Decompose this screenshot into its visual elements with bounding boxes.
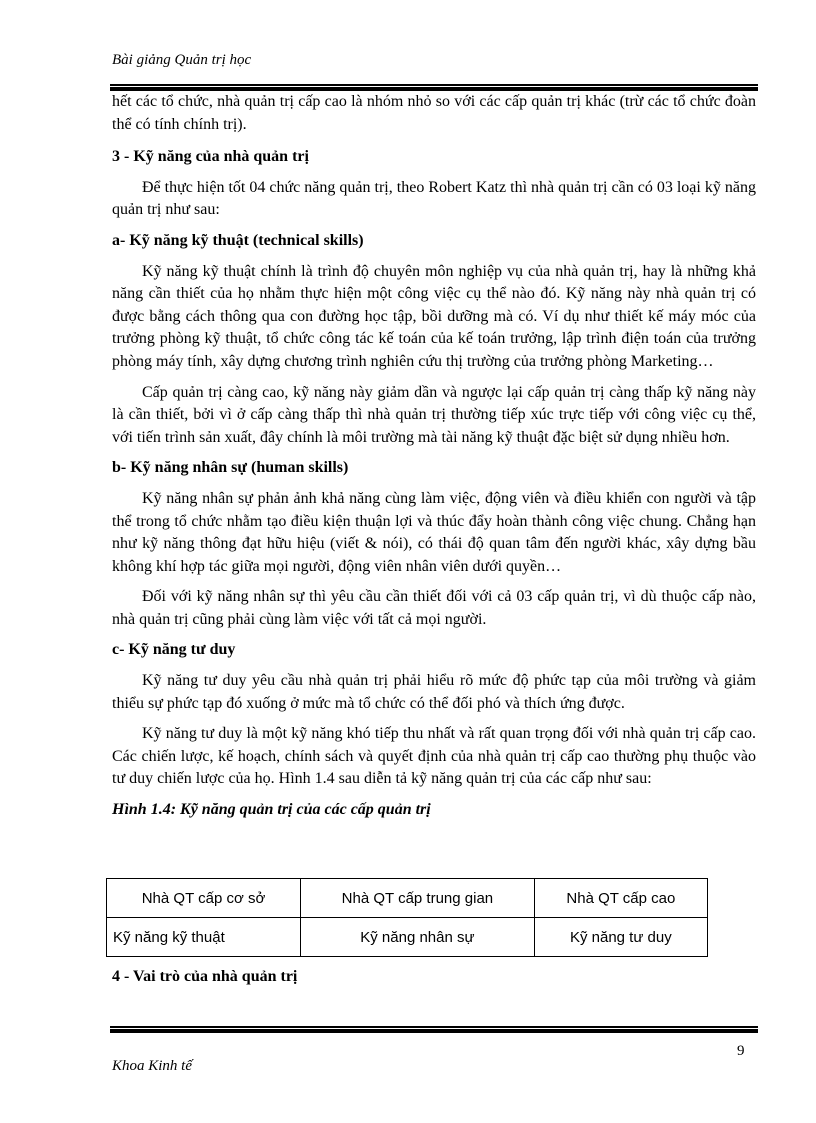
subsection-b-paragraph-1: Kỹ năng nhân sự phản ảnh khả năng cùng làm việc, động viên và điều khiển con người và tập thể trong tổ chức nhằm tạo điều kiện thuận lợi và thúc đẩy hoàn thành công việc chung. Chẳng hạn như kỹ năng thông đạt hữu hiệu (viết & nói), có thái độ quan tâm đến người khác, xây dựng bầu không khí hợp tác giữa mọi người, động viên nhân viên dưới quyền… [112, 489, 756, 575]
page-body [112, 91, 756, 822]
table-header-row [107, 879, 708, 918]
skills-table [106, 878, 708, 957]
table-cell: Nhà QT cấp cao [534, 879, 707, 918]
figure-caption: Hình 1.4: Kỹ năng quản trị của các cấp quản trị [112, 801, 431, 819]
subsection-b-heading: b- Kỹ năng nhân sự (human skills) [112, 459, 349, 477]
subsection-a-paragraph-1: Kỹ năng kỹ thuật chính là trình độ chuyên môn nghiệp vụ của nhà quản trị, hay là những khả năng cần thiết của họ nhằm thực hiện một công việc cụ thể nào đó. Kỹ năng này nhà quản trị có được bằng cách thông qua con đường học tập, bồi dưỡng mà có. Ví dụ như thiết kế máy móc của trưởng phòng kỹ thuật, tổ chức công tác kế toán của kế toán trưởng, lập trình điện toán của trưởng phòng máy tính, xây dựng chương trình nghiên cứu thị trường của trưởng phòng Marketing… [112, 262, 756, 370]
table-cell: Nhà QT cấp cơ sở [107, 879, 301, 918]
intro-continuation: hết các tổ chức, nhà quản trị cấp cao là nhóm nhỏ so với các cấp quản trị khác (trừ các tổ chức đoàn thể có tính chính trị). [112, 93, 756, 133]
section3-intro: Để thực hiện tốt 04 chức năng quản trị, theo Robert Katz thì nhà quản trị cần có 03 loại kỹ năng quản trị như sau: [112, 178, 756, 219]
section3-heading: 3 - Kỹ năng của nhà quản trị [112, 148, 309, 166]
subsection-c-heading: c- Kỹ năng tư duy [112, 641, 236, 659]
table-cell: Kỹ năng tư duy [534, 918, 707, 957]
table-cell: Kỹ năng kỹ thuật [107, 918, 301, 957]
table-row [107, 918, 708, 957]
subsection-c-paragraph-1: Kỹ năng tư duy yêu cầu nhà quản trị phải hiểu rõ mức độ phức tạp của môi trường và giảm thiểu sự phức tạp đó xuống ở mức mà tổ chức có thể đối phó và thích ứng được. [112, 672, 756, 712]
subsection-a-paragraph-2: Cấp quản trị càng cao, kỹ năng này giảm dần và ngược lại cấp quản trị càng thấp kỹ năng này là cần thiết, bởi vì ở cấp càng thấp thì nhà quản trị thường tiếp xúc trực tiếp với công việc cụ thể, với tiến trình sản xuất, đây chính là môi trường mà tài năng kỹ thuật đặc biệt sử dụng nhiều hơn. [112, 383, 756, 446]
footer-rule [110, 1026, 758, 1035]
section4-heading: 4 - Vai trò của nhà quản trị [112, 968, 298, 985]
header-title: Bài giảng Quản trị học [112, 52, 252, 68]
subsection-c-paragraph-2: Kỹ năng tư duy là một kỹ năng khó tiếp thu nhất và rất quan trọng đối với nhà quản trị cấp cao. Các chiến lược, kế hoạch, chính sách và quyết định của nhà quản trị cấp cao thường phụ thuộc vào tư duy chiến lược của họ. Hình 1.4 sau diễn tả kỹ năng quản trị của các cấp như sau: [112, 725, 756, 788]
subsection-a-heading: a- Kỹ năng kỹ thuật (technical skills) [112, 231, 364, 249]
subsection-b-paragraph-2: Đối với kỹ năng nhân sự thì yêu cầu cần thiết đối với cả 03 cấp quản trị, vì dù thuộc cấp nào, nhà quản trị cũng phải cùng làm việc với tất cả mọi người. [112, 588, 756, 628]
footer-department: Khoa Kinh tế [112, 1058, 193, 1074]
page-number: 9 [737, 1043, 745, 1059]
table-cell: Nhà QT cấp trung gian [301, 879, 535, 918]
table-cell: Kỹ năng nhân sự [301, 918, 535, 957]
